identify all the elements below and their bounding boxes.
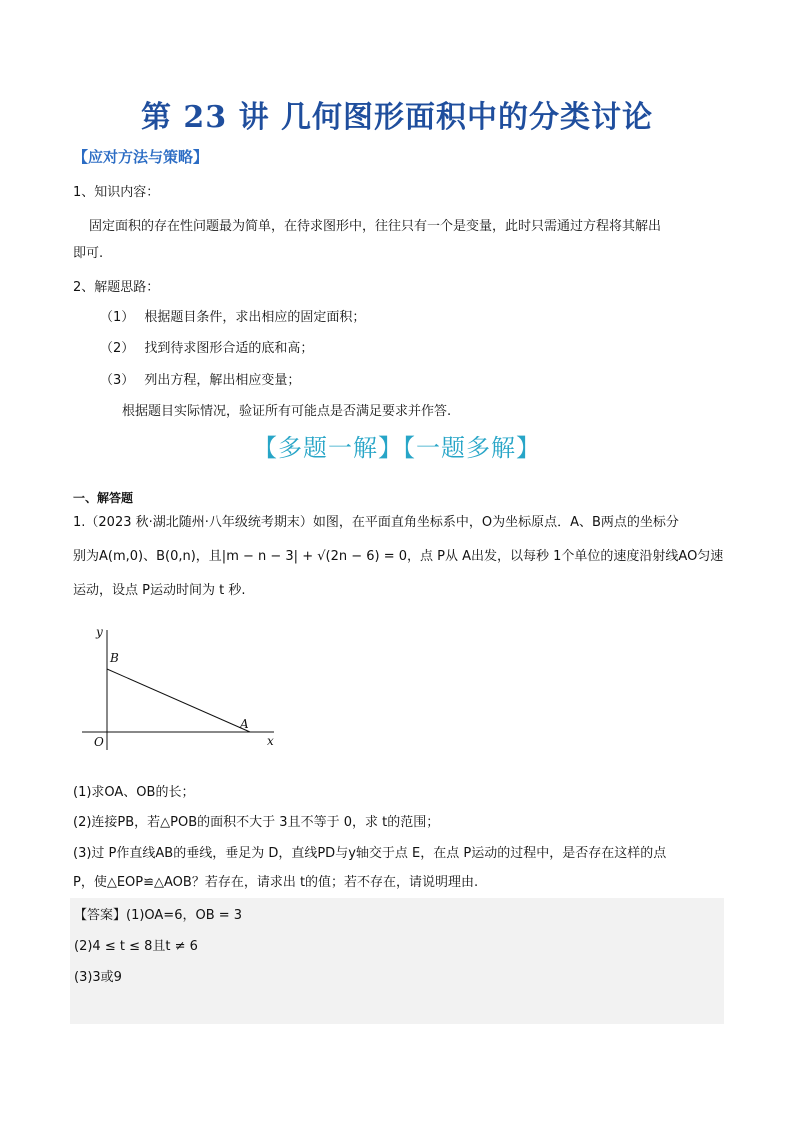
step-number: （2） [100, 341, 135, 356]
answer-1: 【答案】(1)OA=6，OB = 3 [74, 908, 243, 923]
y-axis-label: y [96, 625, 103, 639]
x-axis-label: x [267, 734, 274, 748]
step-number: （1） [100, 310, 135, 325]
step-1 [100, 309, 365, 327]
coordinate-figure [70, 620, 300, 755]
sub-question-3-line1: (3)过 P作直线AB的垂线，垂足为 D，直线PD与y轴交于点 E，在点 P运动的过程中，是否存在这样的点 [73, 846, 667, 861]
question-type-heading: 一、解答题 [73, 491, 134, 505]
answer-3: (3)3或9 [74, 970, 122, 985]
problem-line3: 运动，设点 P运动时间为 t 秒. [73, 583, 246, 598]
page-title: 第 23 讲 几何图形面积中的分类讨论 [140, 100, 654, 135]
point-a-label: A [240, 717, 249, 731]
segment-ab [107, 669, 250, 732]
step-2 [100, 340, 313, 358]
origin-label: O [94, 735, 104, 749]
banner-heading: 【多题一解】【一题多解】 [253, 434, 541, 462]
problem-line1: 1.（2023 秋·湖北随州·八年级统考期末）如图，在平面直角坐标系中，O为坐标原点．A、B两点的坐标分 [73, 515, 679, 530]
section-heading: 【应对方法与策略】 [73, 148, 209, 166]
sub-question-1: (1)求OA、OB的长； [73, 785, 195, 800]
step-3 [100, 372, 300, 390]
knowledge-text-line1: 固定面积的存在性问题最为简单，在待求图形中，往往只有一个是变量，此时只需通过方程将其解出 [89, 219, 662, 234]
step-text: 找到待求图形合适的底和高； [144, 341, 314, 356]
answer-box [70, 898, 724, 1024]
knowledge-text-line2: 即可. [73, 246, 104, 261]
step-number: （3） [100, 373, 135, 388]
step-text: 列出方程，解出相应变量； [144, 373, 301, 388]
approach-label: 2、解题思路： [73, 280, 160, 295]
sub-question-3-line2: P，使△EOP≌△AOB？若存在，请求出 t的值；若不存在，请说明理由. [73, 875, 479, 890]
answer-2: (2)4 ≤ t ≤ 8且t ≠ 6 [74, 939, 198, 954]
problem-line2: 别为A(m,0)、B(0,n)，且|m − n − 3| + √(2n − 6) = 0，点 P从 A出发，以每秒 1个单位的速度沿射线AO匀速 [73, 549, 724, 564]
point-b-label: B [110, 651, 119, 665]
sub-question-2: (2)连接PB，若△POB的面积不大于 3且不等于 0，求 t的范围； [73, 815, 440, 830]
step-text: 根据题目条件，求出相应的固定面积； [144, 310, 366, 325]
final-note: 根据题目实际情况，验证所有可能点是否满足要求并作答. [122, 404, 452, 419]
knowledge-label: 1、知识内容： [73, 185, 160, 200]
